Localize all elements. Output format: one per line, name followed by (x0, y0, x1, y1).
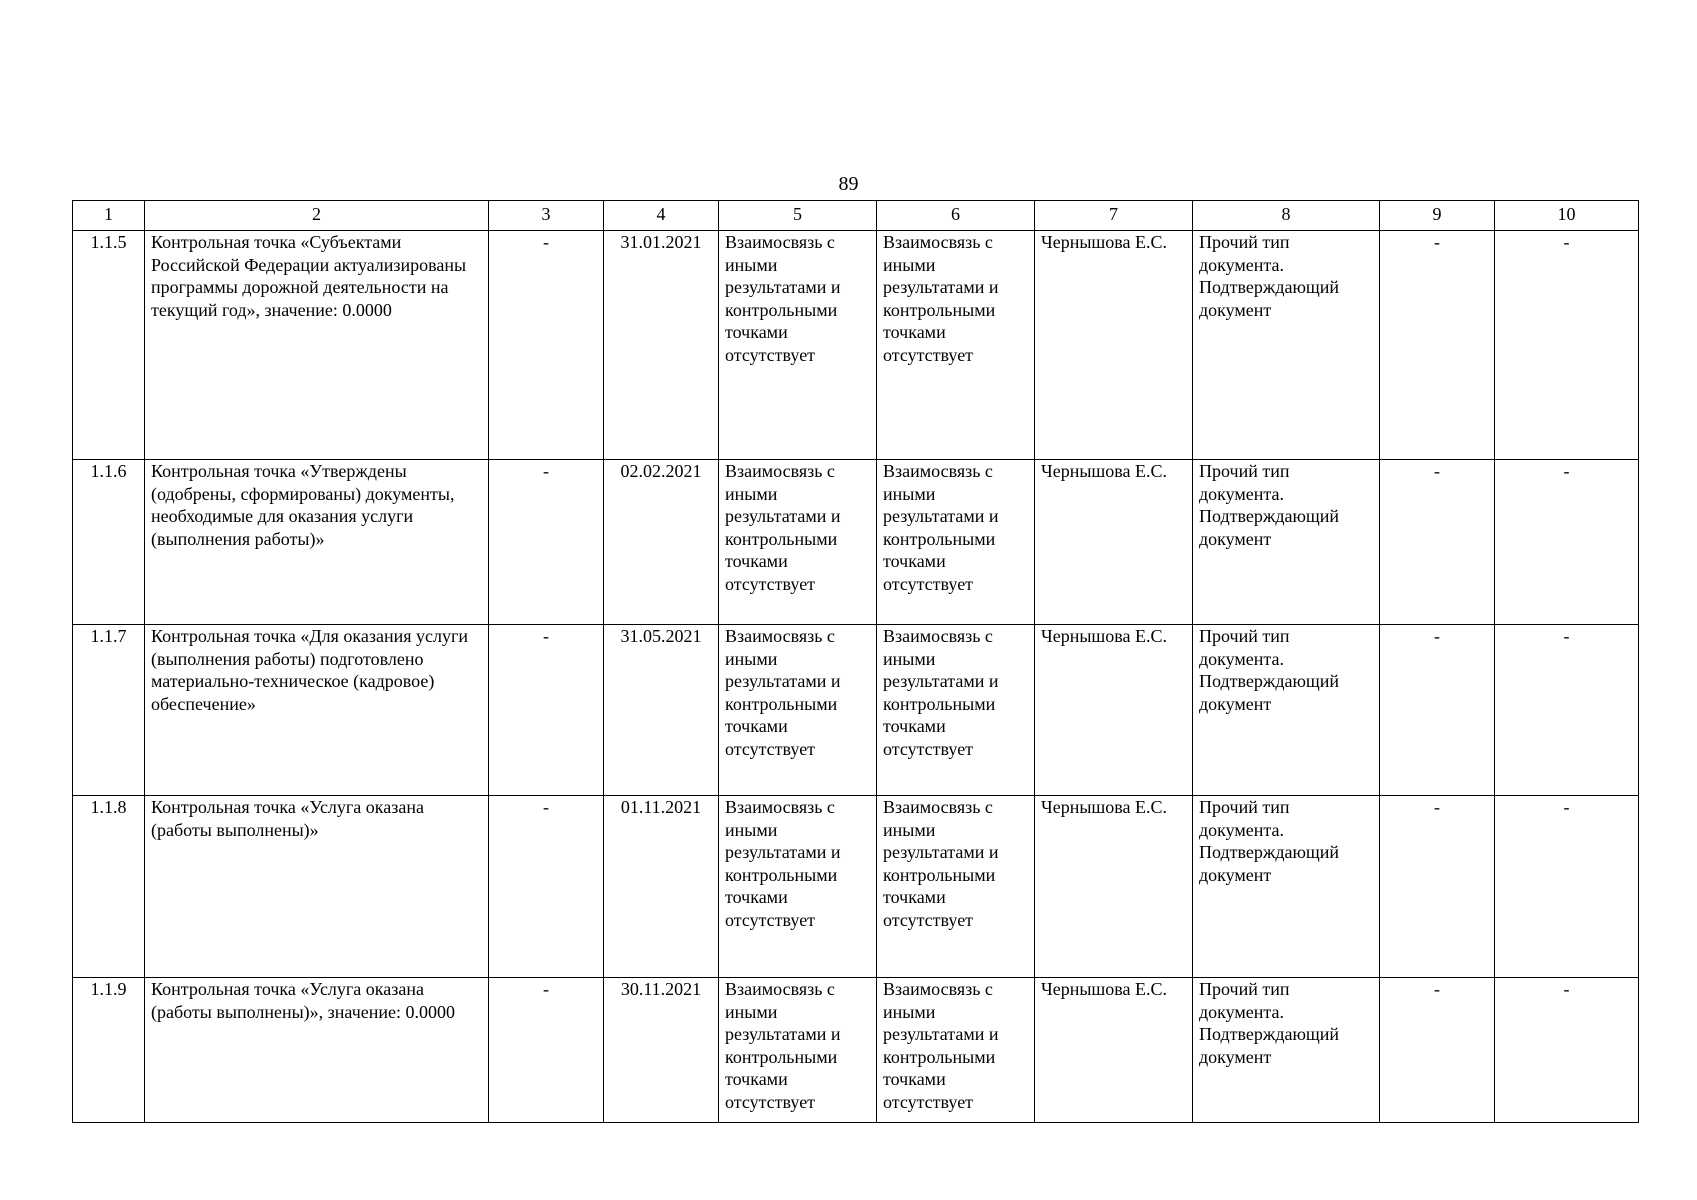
col3-value: - (489, 231, 604, 460)
header-col-8: 8 (1193, 201, 1380, 231)
relation-col6: Взаимосвязь с иными результатами и контрольными точками отсутствует (877, 460, 1035, 625)
table-row (73, 231, 1639, 460)
col9-value: - (1380, 231, 1495, 460)
header-col-3: 3 (489, 201, 604, 231)
deadline-date: 31.05.2021 (604, 625, 719, 796)
relation-col5: Взаимосвязь с иными результатами и контрольными точками отсутствует (719, 978, 877, 1123)
col10-value: - (1495, 231, 1639, 460)
col10-value: - (1495, 796, 1639, 978)
document-type: Прочий тип документа. Подтверждающий документ (1193, 625, 1380, 796)
page-number: 89 (838, 173, 859, 195)
responsible-person: Чернышова Е.С. (1035, 796, 1193, 978)
row-number: 1.1.9 (73, 978, 145, 1123)
relation-col5: Взаимосвязь с иными результатами и контрольными точками отсутствует (719, 231, 877, 460)
deadline-date: 02.02.2021 (604, 460, 719, 625)
col10-value: - (1495, 460, 1639, 625)
col9-value: - (1380, 460, 1495, 625)
header-col-10: 10 (1495, 201, 1639, 231)
header-col-7: 7 (1035, 201, 1193, 231)
relation-col6: Взаимосвязь с иными результатами и контрольными точками отсутствует (877, 796, 1035, 978)
responsible-person: Чернышова Е.С. (1035, 978, 1193, 1123)
deadline-date: 01.11.2021 (604, 796, 719, 978)
col9-value: - (1380, 625, 1495, 796)
control-point-name: Контрольная точка «Услуга оказана (работы выполнены)», значение: 0.0000 (145, 978, 489, 1123)
relation-col6: Взаимосвязь с иными результатами и контрольными точками отсутствует (877, 231, 1035, 460)
control-point-name: Контрольная точка «Для оказания услуги (выполнения работы) подготовлено материально-техническое (кадровое) обеспечение» (145, 625, 489, 796)
col3-value: - (489, 796, 604, 978)
col10-value: - (1495, 978, 1639, 1123)
header-col-4: 4 (604, 201, 719, 231)
relation-col5: Взаимосвязь с иными результатами и контрольными точками отсутствует (719, 460, 877, 625)
control-point-name: Контрольная точка «Субъектами Российской Федерации актуализированы программы дорожной деятельности на текущий год», значение: 0.0000 (145, 231, 489, 460)
col3-value: - (489, 460, 604, 625)
row-number: 1.1.8 (73, 796, 145, 978)
control-points-table (72, 200, 1639, 1123)
deadline-date: 30.11.2021 (604, 978, 719, 1123)
relation-col5: Взаимосвязь с иными результатами и контрольными точками отсутствует (719, 796, 877, 978)
table-row (73, 460, 1639, 625)
responsible-person: Чернышова Е.С. (1035, 231, 1193, 460)
header-col-5: 5 (719, 201, 877, 231)
table-row (73, 978, 1639, 1123)
header-col-9: 9 (1380, 201, 1495, 231)
col3-value: - (489, 978, 604, 1123)
responsible-person: Чернышова Е.С. (1035, 625, 1193, 796)
relation-col5: Взаимосвязь с иными результатами и контрольными точками отсутствует (719, 625, 877, 796)
col9-value: - (1380, 796, 1495, 978)
header-col-1: 1 (73, 201, 145, 231)
responsible-person: Чернышова Е.С. (1035, 460, 1193, 625)
col9-value: - (1380, 978, 1495, 1123)
table-row (73, 796, 1639, 978)
document-type: Прочий тип документа. Подтверждающий документ (1193, 796, 1380, 978)
table-row (73, 625, 1639, 796)
col10-value: - (1495, 625, 1639, 796)
control-point-name: Контрольная точка «Услуга оказана (работы выполнены)» (145, 796, 489, 978)
document-type: Прочий тип документа. Подтверждающий документ (1193, 978, 1380, 1123)
col3-value: - (489, 625, 604, 796)
row-number: 1.1.6 (73, 460, 145, 625)
relation-col6: Взаимосвязь с иными результатами и контрольными точками отсутствует (877, 625, 1035, 796)
document-type: Прочий тип документа. Подтверждающий документ (1193, 231, 1380, 460)
header-row (73, 201, 1639, 231)
relation-col6: Взаимосвязь с иными результатами и контрольными точками отсутствует (877, 978, 1035, 1123)
document-type: Прочий тип документа. Подтверждающий документ (1193, 460, 1380, 625)
control-point-name: Контрольная точка «Утверждены (одобрены, сформированы) документы, необходимые для оказания услуги (выполнения работы)» (145, 460, 489, 625)
row-number: 1.1.5 (73, 231, 145, 460)
deadline-date: 31.01.2021 (604, 231, 719, 460)
row-number: 1.1.7 (73, 625, 145, 796)
header-col-2: 2 (145, 201, 489, 231)
header-col-6: 6 (877, 201, 1035, 231)
